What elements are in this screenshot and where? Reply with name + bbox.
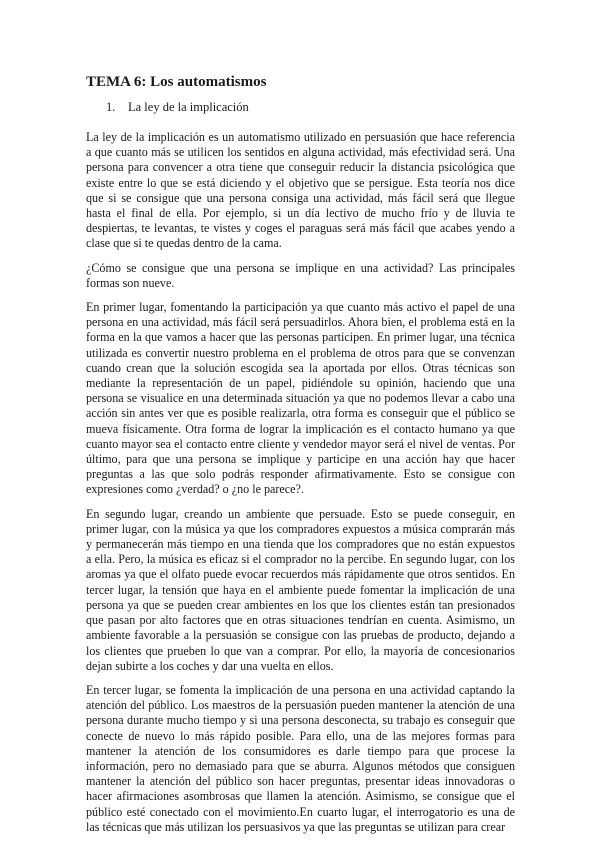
paragraph-ambiente: En segundo lugar, creando un ambiente que persuade. Esto se puede conseguir, en primer lugar, con la música ya que los compradores expuestos a música comprarán más y permanecerán más tiempo en una tienda que los compradores que no están expuestos a ella. Pero, la música es eficaz si el comprador no la percibe. En segundo lugar, con los aromas ya que el olfato puede evocar recuerdos más rápidamente que otros sentidos. En tercer lugar, la tensión que haya en el ambiente puede fomentar la implicación de una persona ya que se pueden crear ambientes en los que los clientes están tan presionados que pasan por alto factores que en otras situaciones tendrían en cuenta. Asimismo, un ambiente favorable a la persuasión se consigue con las pruebas de producto, dejando a los clientes que prueben lo que van a comprar. Por ello, la mayoría de concesionarios dejan subirte a los coches y dar una vuelta en ellos.: [86, 506, 515, 673]
document-body: [86, 72, 515, 844]
paragraph-atencion: En tercer lugar, se fomenta la implicación de una persona en una actividad captando la atención del público. Los maestros de la persuasión pueden mantener la atención de una persona durante mucho tiempo y si una persona desconecta, su trabajo es conseguir que conecte de nuevo lo más rápido posible. Para ello, una de las mejores formas para mantener la atención de los consumidores es darle tiempo para que procese la información, pero no demasiado para que se aburra. Algunos métodos que consiguen mantener la atención del público son hacer preguntas, presentar ideas innovadoras o hacer afirmaciones asombrosas que llamen la atención. Asimismo, se consigue que el público esté conectado con el movimiento.En cuarto lugar, el interrogatorio es una de las técnicas que más utilizan los persuasivos ya que las preguntas se utilizan para crear: [86, 682, 515, 834]
section-heading: [86, 98, 515, 116]
section-title: La ley de la implicación: [128, 100, 249, 114]
paragraph-participation: En primer lugar, fomentando la participación ya que cuanto más activo el papel de una persona en una actividad, más fácil será persuadirlos. Ahora bien, el problema está en la forma en la que vamos a hacer que las personas participen. En primer lugar, una técnica utilizada es convertir nuestro problema en el problema de otros para que se convenzan cuando crean que la solución escogida sea la aportada por ellos. Otras técnicas son mediante la representación de un papel, pidiéndole su opinión, haciendo que una persona se visualice en una determinada situación ya que no podemos llevar a cabo una acción sin antes ver que es posible realizarla, otra forma es conseguir que el público se mueva físicamente. Otra forma de lograr la implicación es el contacto humano ya que cuanto mayor sea el contacto entre cliente y vendedor mayor será el nivel de ventas. Por último, para que una persona se implique y participe en una acción hay que hacer preguntas a las que solo podrás responder afirmativamente. Esto se consigue con expresiones como ¿verdad? o ¿no le parece?.: [86, 300, 515, 497]
document-title: TEMA 6: Los automatismos: [86, 74, 267, 90]
section-number: 1.: [106, 100, 116, 114]
paragraph-intro: La ley de la implicación es un automatismo utilizado en persuasión que hace referencia a que cuanto más se utilicen los sentidos en alguna actividad, más efectividad será. Una persona para convencer a otra tiene que conseguir reducir la distancia psicológica que existe entre lo que se está diciendo y el objetivo que se persigue. Esta teoría nos dice que si se consigue que una persona consiga una actividad, más fácil será que llegue hasta el final de ella. Por ejemplo, si un día lectivo de mucho frío y de lluvia te despiertas, te levantas, te vistes y coges el paraguas será más fácil que acabes yendo a clase que si te quedas dentro de la cama.: [86, 130, 515, 251]
paragraph-question: ¿Cómo se consigue que una persona se implique en una actividad? Las principales formas son nueve.: [86, 260, 515, 290]
